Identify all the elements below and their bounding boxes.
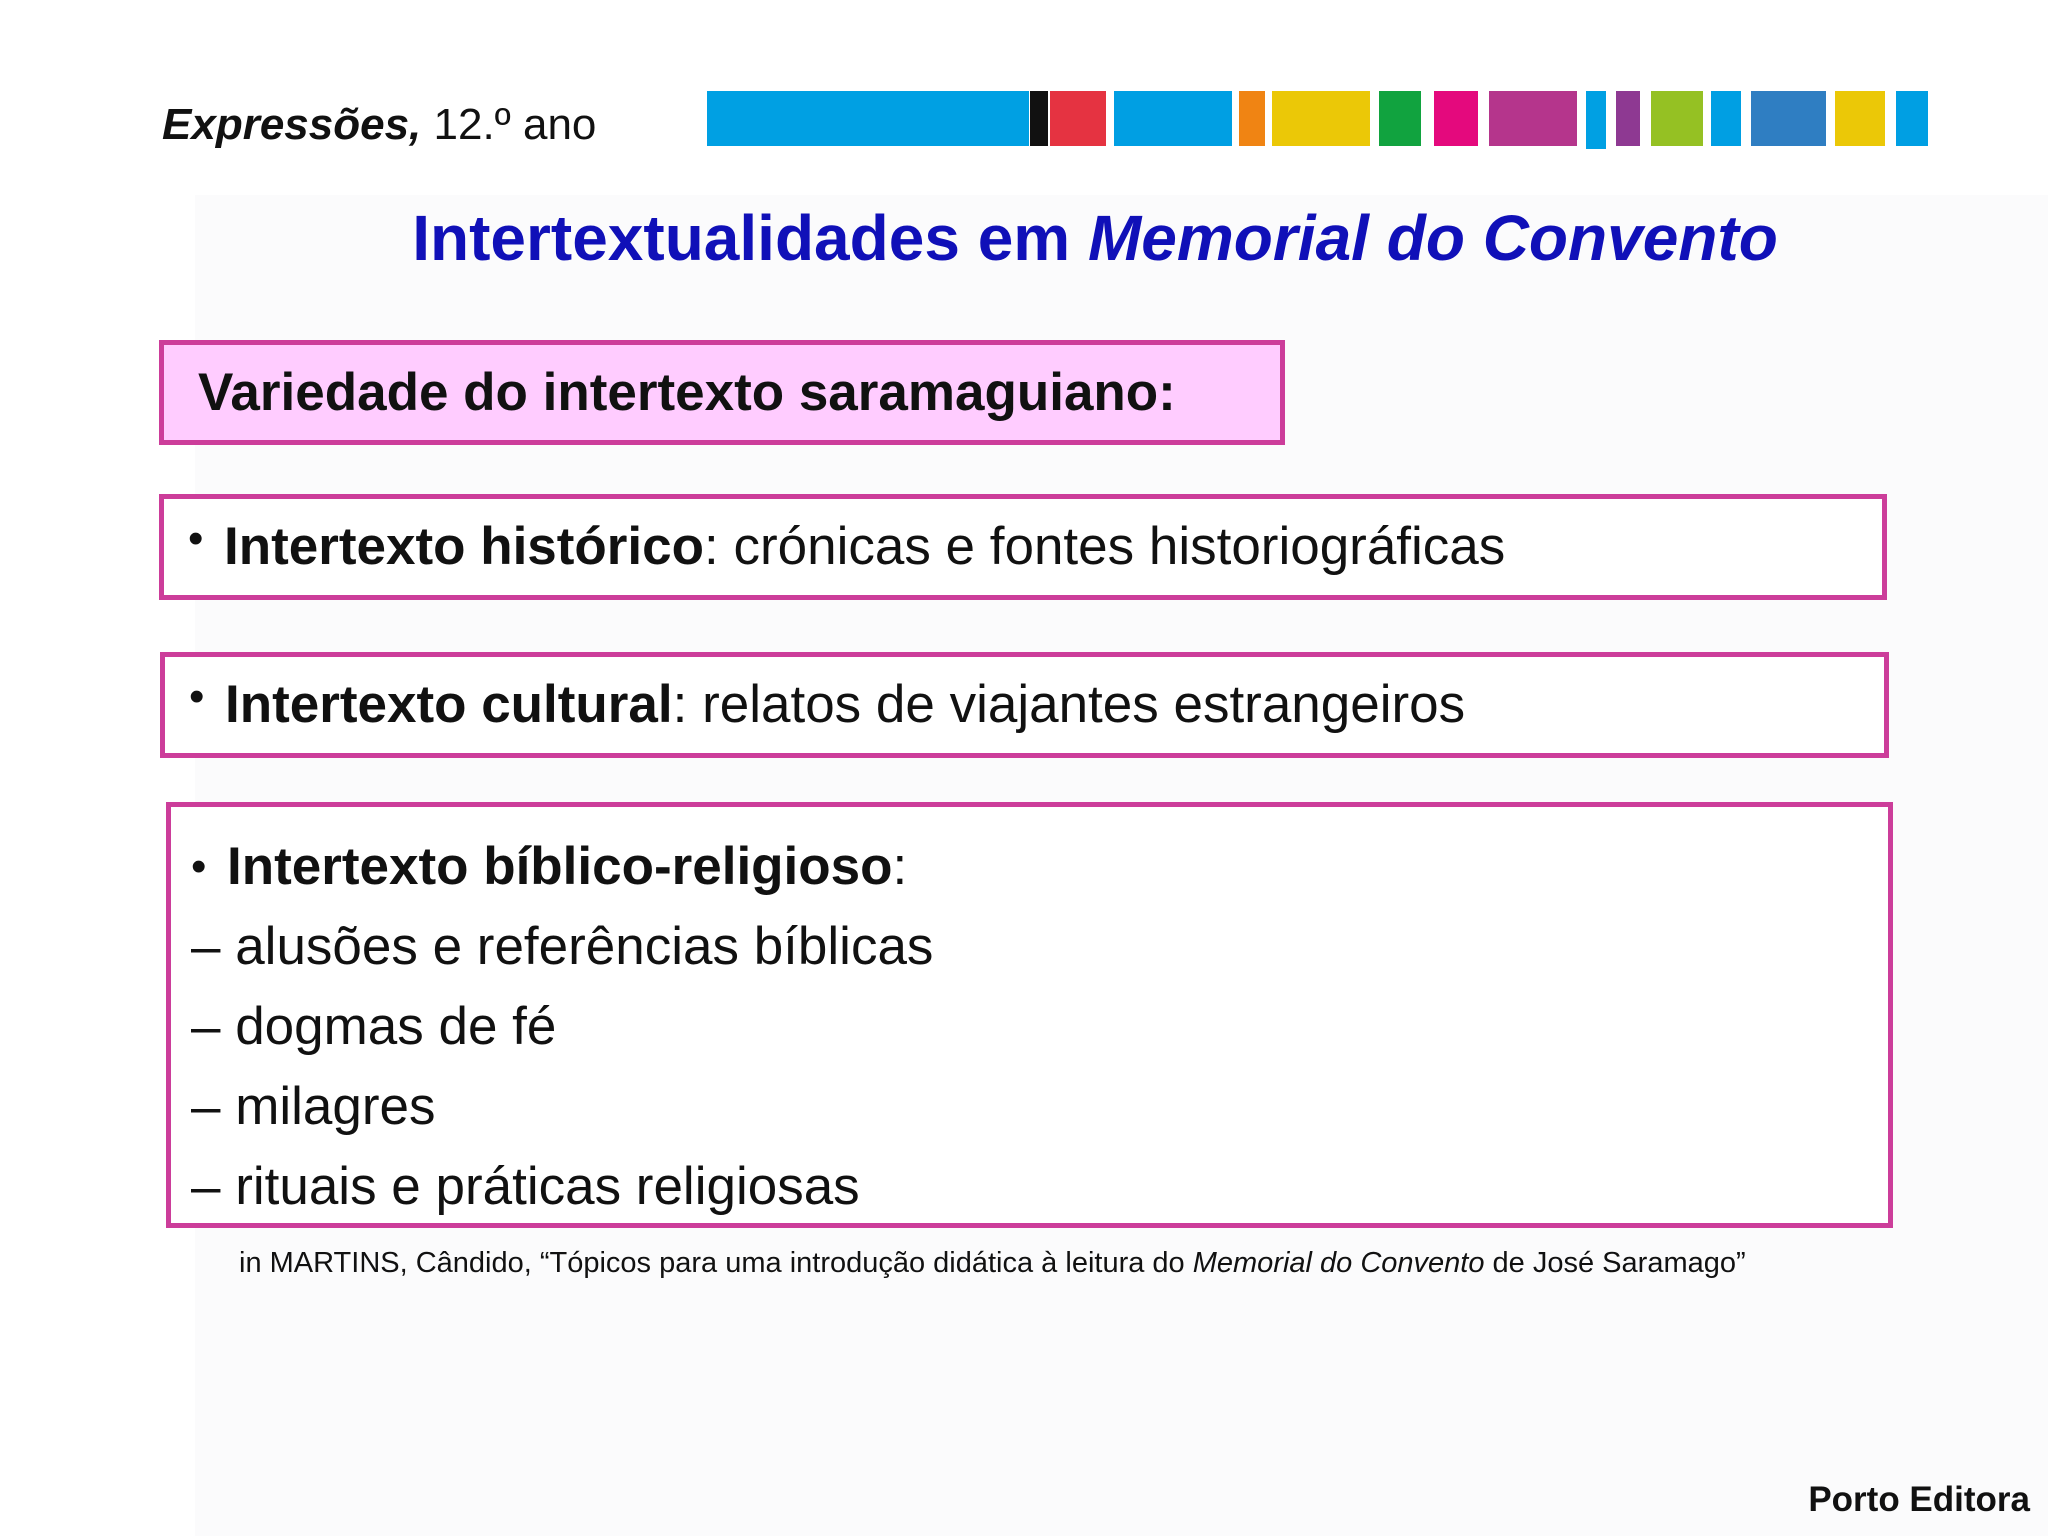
subtitle-text: Variedade do intertexto saramaguiano: xyxy=(198,363,1176,422)
list-item: – dogmas de fé xyxy=(191,997,557,1056)
title-work: Memorial do Convento xyxy=(1087,202,1778,274)
bullet-icon: • xyxy=(191,842,207,891)
color-strip-segment xyxy=(1835,91,1885,146)
item-term: Intertexto bíblico-religioso xyxy=(227,837,893,896)
item-suffix: : xyxy=(892,837,908,896)
color-strip-segment xyxy=(1114,91,1232,146)
color-strip-segment xyxy=(1896,91,1928,146)
list-item: – milagres xyxy=(191,1077,436,1136)
cultural-intertext-box xyxy=(160,652,1889,758)
citation-work: Memorial do Convento xyxy=(1192,1247,1485,1279)
color-strip-segment xyxy=(1379,91,1421,146)
religious-heading xyxy=(191,827,1888,907)
citation-prefix: in MARTINS, Cândido, “Tópicos para uma introdução didática à leitura do xyxy=(239,1247,1193,1279)
item-term: Intertexto cultural xyxy=(225,675,673,734)
religious-intertext-box xyxy=(166,802,1893,1228)
color-strip-segment xyxy=(1751,91,1826,146)
color-strip-segment xyxy=(707,91,1029,146)
list-item: – alusões e referências bíblicas xyxy=(191,917,934,976)
subtitle-box xyxy=(159,340,1285,445)
series-name: Expressões, xyxy=(162,100,422,149)
color-strip-segment xyxy=(1050,91,1106,146)
color-strip-segment xyxy=(1239,91,1265,146)
color-strip-segment xyxy=(1272,91,1370,146)
color-strip xyxy=(0,0,2048,160)
color-strip-segment xyxy=(1586,91,1606,149)
item-description: : relatos de viajantes estrangeiros xyxy=(672,675,1466,734)
citation-suffix: de José Saramago” xyxy=(1484,1247,1746,1279)
slide-title xyxy=(0,200,2048,276)
source-citation xyxy=(239,1243,1746,1283)
bullet-icon: • xyxy=(188,514,204,563)
color-strip-segment xyxy=(1711,91,1741,146)
publisher-logo-text: Porto Editora xyxy=(1808,1480,2030,1519)
color-strip-segment xyxy=(1434,91,1478,146)
title-text: Intertextualidades em xyxy=(412,202,1088,274)
color-strip-segment xyxy=(1651,91,1703,146)
item-description: : crónicas e fontes historiográficas xyxy=(704,517,1506,576)
color-strip-segment xyxy=(1030,91,1048,146)
list-item: – rituais e práticas religiosas xyxy=(191,1157,860,1216)
historical-intertext-box xyxy=(159,494,1887,600)
item-term: Intertexto histórico xyxy=(224,517,705,576)
bullet-icon: • xyxy=(189,672,205,721)
color-strip-segment xyxy=(1489,91,1577,146)
color-strip-segment xyxy=(1616,91,1640,146)
year-label: 12.º ano xyxy=(433,100,597,149)
